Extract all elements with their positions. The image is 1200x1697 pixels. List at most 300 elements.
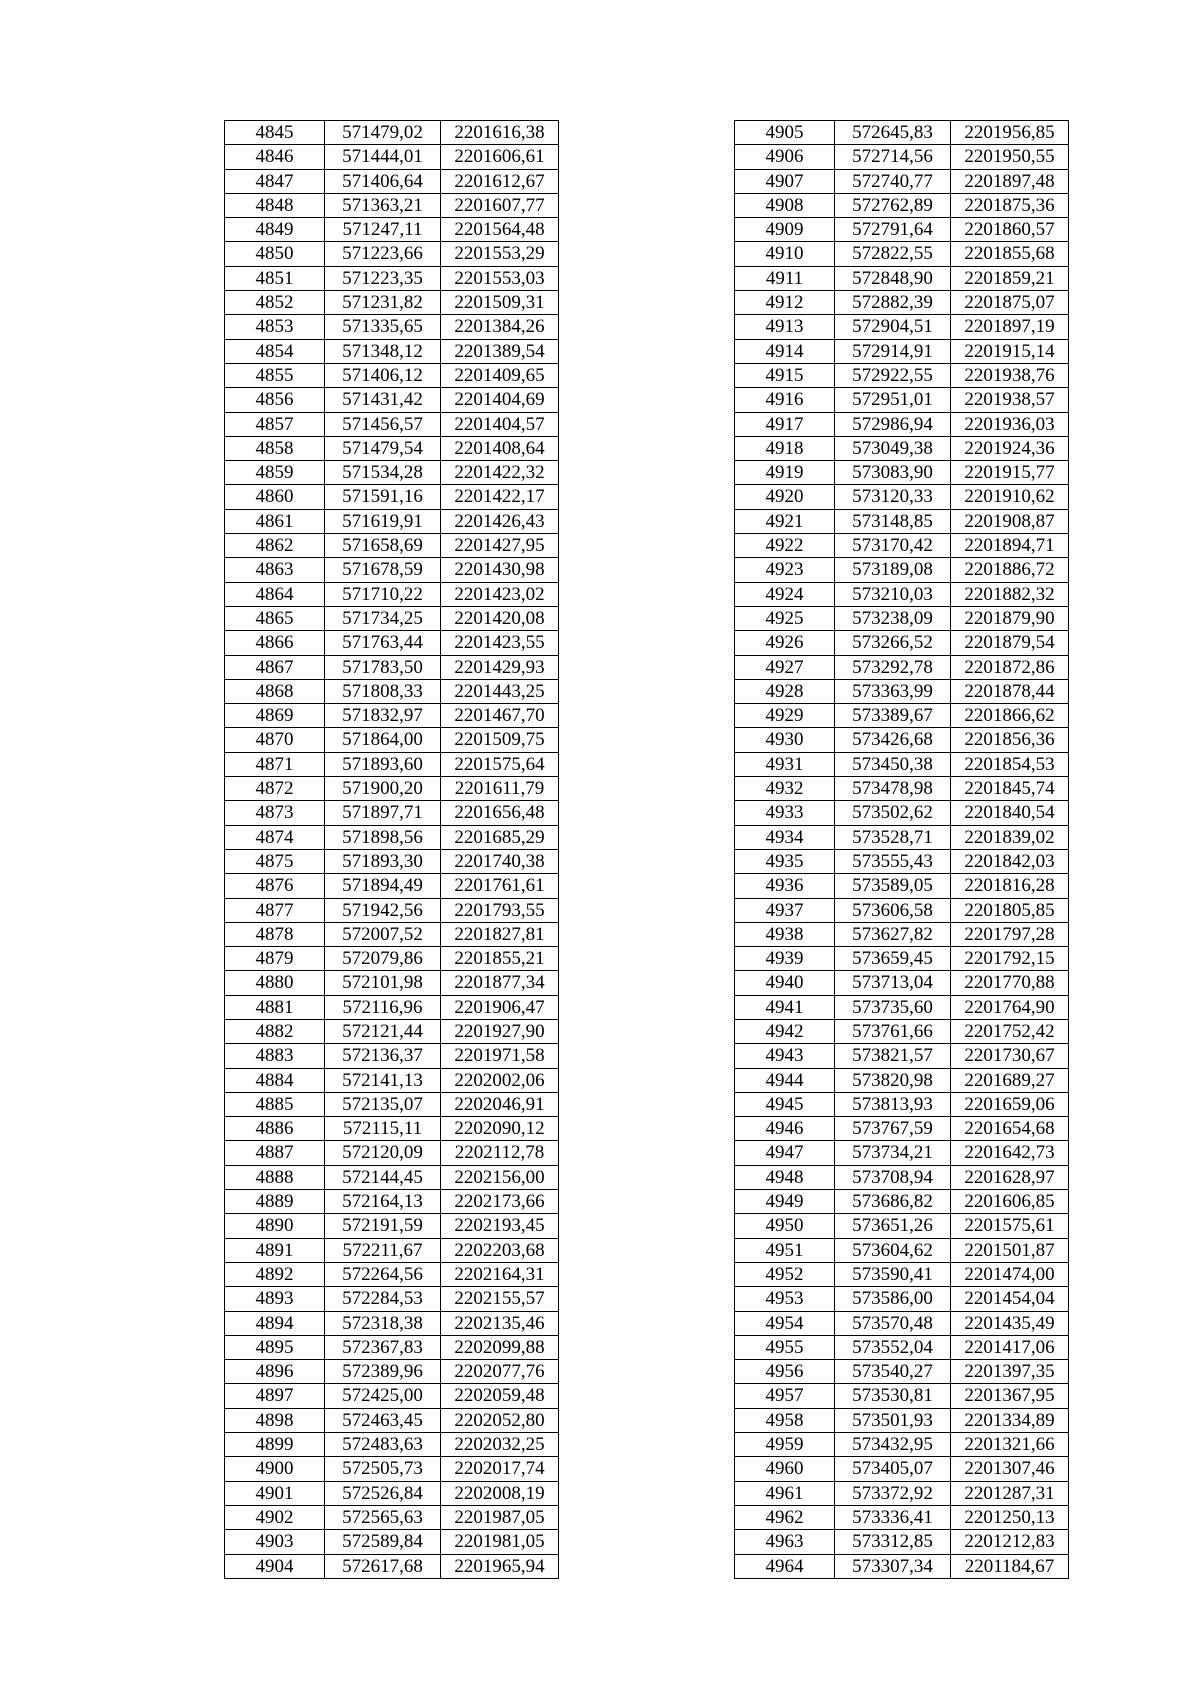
y-coordinate-cell: 2201509,31 — [441, 291, 559, 315]
y-coordinate-cell: 2201612,67 — [441, 169, 559, 193]
table-row — [735, 534, 1069, 558]
table-row — [735, 1287, 1069, 1311]
x-coordinate-cell: 573389,67 — [835, 704, 951, 728]
x-coordinate-cell: 572791,64 — [835, 218, 951, 242]
x-coordinate-cell: 571406,64 — [325, 169, 441, 193]
x-coordinate-cell: 571479,54 — [325, 436, 441, 460]
point-number-cell: 4949 — [735, 1190, 835, 1214]
point-number-cell: 4860 — [225, 485, 325, 509]
table-row — [735, 1019, 1069, 1043]
x-coordinate-cell: 573478,98 — [835, 777, 951, 801]
table-row — [735, 606, 1069, 630]
y-coordinate-cell: 2201764,90 — [951, 995, 1069, 1019]
point-number-cell: 4866 — [225, 631, 325, 655]
y-coordinate-cell: 2202059,48 — [441, 1384, 559, 1408]
y-coordinate-cell: 2201924,36 — [951, 436, 1069, 460]
x-coordinate-cell: 572389,96 — [325, 1360, 441, 1384]
y-coordinate-cell: 2201454,04 — [951, 1287, 1069, 1311]
point-number-cell: 4845 — [225, 121, 325, 145]
y-coordinate-cell: 2201875,36 — [951, 193, 1069, 217]
table-row — [225, 1433, 559, 1457]
point-number-cell: 4907 — [735, 169, 835, 193]
table-row — [225, 291, 559, 315]
table-row — [735, 777, 1069, 801]
y-coordinate-cell: 2201897,19 — [951, 315, 1069, 339]
x-coordinate-cell: 571942,56 — [325, 898, 441, 922]
table-row — [225, 582, 559, 606]
table-row — [735, 631, 1069, 655]
y-coordinate-cell: 2202032,25 — [441, 1433, 559, 1457]
point-number-cell: 4852 — [225, 291, 325, 315]
x-coordinate-cell: 573336,41 — [835, 1505, 951, 1529]
x-coordinate-cell: 571893,30 — [325, 849, 441, 873]
y-coordinate-cell: 2201184,67 — [951, 1554, 1069, 1578]
point-number-cell: 4916 — [735, 388, 835, 412]
point-number-cell: 4882 — [225, 1019, 325, 1043]
y-coordinate-cell: 2201910,62 — [951, 485, 1069, 509]
table-row — [225, 1068, 559, 1092]
point-number-cell: 4872 — [225, 777, 325, 801]
point-number-cell: 4957 — [735, 1384, 835, 1408]
point-number-cell: 4947 — [735, 1141, 835, 1165]
x-coordinate-cell: 573659,45 — [835, 947, 951, 971]
y-coordinate-cell: 2201915,77 — [951, 461, 1069, 485]
point-number-cell: 4936 — [735, 874, 835, 898]
x-coordinate-cell: 571678,59 — [325, 558, 441, 582]
y-coordinate-cell: 2201423,02 — [441, 582, 559, 606]
x-coordinate-cell: 573170,42 — [835, 534, 951, 558]
table-row — [225, 947, 559, 971]
table-row — [225, 1335, 559, 1359]
x-coordinate-cell: 573821,57 — [835, 1044, 951, 1068]
x-coordinate-cell: 572191,59 — [325, 1214, 441, 1238]
table-row — [735, 412, 1069, 436]
y-coordinate-cell: 2201553,29 — [441, 242, 559, 266]
point-number-cell: 4940 — [735, 971, 835, 995]
x-coordinate-cell: 571710,22 — [325, 582, 441, 606]
table-row — [735, 947, 1069, 971]
y-coordinate-cell: 2201842,03 — [951, 849, 1069, 873]
table-row — [735, 922, 1069, 946]
y-coordinate-cell: 2201730,67 — [951, 1044, 1069, 1068]
x-coordinate-cell: 573570,48 — [835, 1311, 951, 1335]
table-row — [735, 1505, 1069, 1529]
point-number-cell: 4848 — [225, 193, 325, 217]
y-coordinate-cell: 2201840,54 — [951, 801, 1069, 825]
x-coordinate-cell: 573292,78 — [835, 655, 951, 679]
point-number-cell: 4903 — [225, 1530, 325, 1554]
y-coordinate-cell: 2201429,93 — [441, 655, 559, 679]
point-number-cell: 4900 — [225, 1457, 325, 1481]
x-coordinate-cell: 573590,41 — [835, 1262, 951, 1286]
point-number-cell: 4887 — [225, 1141, 325, 1165]
table-row — [735, 1457, 1069, 1481]
x-coordinate-cell: 573604,62 — [835, 1238, 951, 1262]
table-row — [735, 825, 1069, 849]
y-coordinate-cell: 2201805,85 — [951, 898, 1069, 922]
x-coordinate-cell: 571348,12 — [325, 339, 441, 363]
point-number-cell: 4909 — [735, 218, 835, 242]
point-number-cell: 4923 — [735, 558, 835, 582]
x-coordinate-cell: 571335,65 — [325, 315, 441, 339]
x-coordinate-cell: 573266,52 — [835, 631, 951, 655]
point-number-cell: 4878 — [225, 922, 325, 946]
table-row — [225, 1481, 559, 1505]
x-coordinate-cell: 571893,60 — [325, 752, 441, 776]
y-coordinate-cell: 2201878,44 — [951, 679, 1069, 703]
x-coordinate-cell: 572645,83 — [835, 121, 951, 145]
x-coordinate-cell: 573767,59 — [835, 1117, 951, 1141]
table-row — [735, 1554, 1069, 1578]
y-coordinate-cell: 2201397,35 — [951, 1360, 1069, 1384]
y-coordinate-cell: 2201866,62 — [951, 704, 1069, 728]
y-coordinate-cell: 2201389,54 — [441, 339, 559, 363]
x-coordinate-cell: 571808,33 — [325, 679, 441, 703]
table-row — [735, 363, 1069, 387]
x-coordinate-cell: 573528,71 — [835, 825, 951, 849]
table-row — [735, 1360, 1069, 1384]
x-coordinate-cell: 573083,90 — [835, 461, 951, 485]
table-row — [225, 534, 559, 558]
point-number-cell: 4861 — [225, 509, 325, 533]
y-coordinate-cell: 2202046,91 — [441, 1092, 559, 1116]
point-number-cell: 4921 — [735, 509, 835, 533]
y-coordinate-cell: 2201422,17 — [441, 485, 559, 509]
y-coordinate-cell: 2202017,74 — [441, 1457, 559, 1481]
point-number-cell: 4875 — [225, 849, 325, 873]
y-coordinate-cell: 2201927,90 — [441, 1019, 559, 1043]
point-number-cell: 4889 — [225, 1190, 325, 1214]
x-coordinate-cell: 573426,68 — [835, 728, 951, 752]
table-row — [735, 874, 1069, 898]
y-coordinate-cell: 2201872,86 — [951, 655, 1069, 679]
x-coordinate-cell: 572922,55 — [835, 363, 951, 387]
point-number-cell: 4953 — [735, 1287, 835, 1311]
y-coordinate-cell: 2202077,76 — [441, 1360, 559, 1384]
x-coordinate-cell: 573210,03 — [835, 582, 951, 606]
point-number-cell: 4867 — [225, 655, 325, 679]
point-number-cell: 4864 — [225, 582, 325, 606]
y-coordinate-cell: 2201875,07 — [951, 291, 1069, 315]
x-coordinate-cell: 572116,96 — [325, 995, 441, 1019]
table-row — [225, 1287, 559, 1311]
y-coordinate-cell: 2201553,03 — [441, 266, 559, 290]
x-coordinate-cell: 572164,13 — [325, 1190, 441, 1214]
point-number-cell: 4961 — [735, 1481, 835, 1505]
point-number-cell: 4938 — [735, 922, 835, 946]
x-coordinate-cell: 572951,01 — [835, 388, 951, 412]
y-coordinate-cell: 2201420,08 — [441, 606, 559, 630]
x-coordinate-cell: 573405,07 — [835, 1457, 951, 1481]
table-row — [735, 145, 1069, 169]
y-coordinate-cell: 2201770,88 — [951, 971, 1069, 995]
point-number-cell: 4873 — [225, 801, 325, 825]
table-row — [225, 218, 559, 242]
x-coordinate-cell: 571658,69 — [325, 534, 441, 558]
point-number-cell: 4885 — [225, 1092, 325, 1116]
table-row — [225, 1554, 559, 1578]
y-coordinate-cell: 2201659,06 — [951, 1092, 1069, 1116]
point-number-cell: 4862 — [225, 534, 325, 558]
point-number-cell: 4922 — [735, 534, 835, 558]
point-number-cell: 4855 — [225, 363, 325, 387]
x-coordinate-cell: 573120,33 — [835, 485, 951, 509]
point-number-cell: 4924 — [735, 582, 835, 606]
table-row — [735, 1068, 1069, 1092]
point-number-cell: 4913 — [735, 315, 835, 339]
x-coordinate-cell: 573363,99 — [835, 679, 951, 703]
y-coordinate-cell: 2202135,46 — [441, 1311, 559, 1335]
y-coordinate-cell: 2201971,58 — [441, 1044, 559, 1068]
point-number-cell: 4929 — [735, 704, 835, 728]
point-number-cell: 4879 — [225, 947, 325, 971]
point-number-cell: 4893 — [225, 1287, 325, 1311]
point-number-cell: 4954 — [735, 1311, 835, 1335]
table-row — [225, 1530, 559, 1554]
x-coordinate-cell: 572822,55 — [835, 242, 951, 266]
table-row — [225, 242, 559, 266]
table-row — [735, 266, 1069, 290]
x-coordinate-cell: 573734,21 — [835, 1141, 951, 1165]
point-number-cell: 4939 — [735, 947, 835, 971]
y-coordinate-cell: 2201987,05 — [441, 1505, 559, 1529]
point-number-cell: 4935 — [735, 849, 835, 873]
x-coordinate-cell: 571783,50 — [325, 655, 441, 679]
x-coordinate-cell: 572848,90 — [835, 266, 951, 290]
point-number-cell: 4888 — [225, 1165, 325, 1189]
table-row — [225, 1384, 559, 1408]
y-coordinate-cell: 2201334,89 — [951, 1408, 1069, 1432]
table-row — [735, 679, 1069, 703]
table-row — [735, 1335, 1069, 1359]
point-number-cell: 4930 — [735, 728, 835, 752]
point-number-cell: 4956 — [735, 1360, 835, 1384]
y-coordinate-cell: 2201894,71 — [951, 534, 1069, 558]
x-coordinate-cell: 572284,53 — [325, 1287, 441, 1311]
table-row — [735, 485, 1069, 509]
table-row — [225, 1262, 559, 1286]
point-number-cell: 4932 — [735, 777, 835, 801]
x-coordinate-cell: 572264,56 — [325, 1262, 441, 1286]
table-row — [225, 679, 559, 703]
y-coordinate-cell: 2201689,27 — [951, 1068, 1069, 1092]
table-row — [735, 1433, 1069, 1457]
x-coordinate-cell: 573552,04 — [835, 1335, 951, 1359]
table-row — [225, 193, 559, 217]
x-coordinate-cell: 571231,82 — [325, 291, 441, 315]
x-coordinate-cell: 573713,04 — [835, 971, 951, 995]
y-coordinate-cell: 2201855,21 — [441, 947, 559, 971]
point-number-cell: 4960 — [735, 1457, 835, 1481]
point-number-cell: 4959 — [735, 1433, 835, 1457]
y-coordinate-cell: 2201575,61 — [951, 1214, 1069, 1238]
point-number-cell: 4895 — [225, 1335, 325, 1359]
y-coordinate-cell: 2201423,55 — [441, 631, 559, 655]
y-coordinate-cell: 2201740,38 — [441, 849, 559, 873]
y-coordinate-cell: 2201616,38 — [441, 121, 559, 145]
table-row — [225, 485, 559, 509]
point-number-cell: 4917 — [735, 412, 835, 436]
y-coordinate-cell: 2201792,15 — [951, 947, 1069, 971]
point-number-cell: 4851 — [225, 266, 325, 290]
x-coordinate-cell: 571900,20 — [325, 777, 441, 801]
point-number-cell: 4950 — [735, 1214, 835, 1238]
x-coordinate-cell: 572914,91 — [835, 339, 951, 363]
table-row — [735, 388, 1069, 412]
point-number-cell: 4964 — [735, 1554, 835, 1578]
point-number-cell: 4962 — [735, 1505, 835, 1529]
y-coordinate-cell: 2201611,79 — [441, 777, 559, 801]
x-coordinate-cell: 571897,71 — [325, 801, 441, 825]
table-row — [225, 169, 559, 193]
point-number-cell: 4928 — [735, 679, 835, 703]
point-number-cell: 4877 — [225, 898, 325, 922]
point-number-cell: 4914 — [735, 339, 835, 363]
table-row — [735, 582, 1069, 606]
table-row — [225, 436, 559, 460]
point-number-cell: 4904 — [225, 1554, 325, 1578]
y-coordinate-cell: 2201435,49 — [951, 1311, 1069, 1335]
y-coordinate-cell: 2201606,61 — [441, 145, 559, 169]
point-number-cell: 4945 — [735, 1092, 835, 1116]
table-row — [225, 1117, 559, 1141]
y-coordinate-cell: 2202155,57 — [441, 1287, 559, 1311]
point-number-cell: 4880 — [225, 971, 325, 995]
table-row — [735, 1311, 1069, 1335]
x-coordinate-cell: 572120,09 — [325, 1141, 441, 1165]
point-number-cell: 4933 — [735, 801, 835, 825]
y-coordinate-cell: 2201879,90 — [951, 606, 1069, 630]
y-coordinate-cell: 2201287,31 — [951, 1481, 1069, 1505]
y-coordinate-cell: 2201422,32 — [441, 461, 559, 485]
point-number-cell: 4854 — [225, 339, 325, 363]
point-number-cell: 4859 — [225, 461, 325, 485]
x-coordinate-cell: 573148,85 — [835, 509, 951, 533]
y-coordinate-cell: 2201938,57 — [951, 388, 1069, 412]
point-number-cell: 4927 — [735, 655, 835, 679]
table-row — [735, 801, 1069, 825]
table-row — [735, 1408, 1069, 1432]
x-coordinate-cell: 572463,45 — [325, 1408, 441, 1432]
point-number-cell: 4951 — [735, 1238, 835, 1262]
y-coordinate-cell: 2201408,64 — [441, 436, 559, 460]
table-row — [735, 995, 1069, 1019]
table-row — [735, 1092, 1069, 1116]
y-coordinate-cell: 2202099,88 — [441, 1335, 559, 1359]
y-coordinate-cell: 2201474,00 — [951, 1262, 1069, 1286]
y-coordinate-cell: 2201882,32 — [951, 582, 1069, 606]
y-coordinate-cell: 2201906,47 — [441, 995, 559, 1019]
table-row — [225, 825, 559, 849]
y-coordinate-cell: 2201938,76 — [951, 363, 1069, 387]
table-row — [735, 1141, 1069, 1165]
point-number-cell: 4906 — [735, 145, 835, 169]
y-coordinate-cell: 2201321,66 — [951, 1433, 1069, 1457]
table-row — [225, 849, 559, 873]
point-number-cell: 4896 — [225, 1360, 325, 1384]
x-coordinate-cell: 572425,00 — [325, 1384, 441, 1408]
point-number-cell: 4865 — [225, 606, 325, 630]
x-coordinate-cell: 573501,93 — [835, 1408, 951, 1432]
y-coordinate-cell: 2201501,87 — [951, 1238, 1069, 1262]
point-number-cell: 4846 — [225, 145, 325, 169]
coordinates-table-right-body — [735, 121, 1069, 1579]
table-row — [225, 631, 559, 655]
y-coordinate-cell: 2201797,28 — [951, 922, 1069, 946]
x-coordinate-cell: 573450,38 — [835, 752, 951, 776]
point-number-cell: 4955 — [735, 1335, 835, 1359]
x-coordinate-cell: 571479,02 — [325, 121, 441, 145]
x-coordinate-cell: 573586,00 — [835, 1287, 951, 1311]
table-row — [225, 874, 559, 898]
point-number-cell: 4858 — [225, 436, 325, 460]
x-coordinate-cell: 571534,28 — [325, 461, 441, 485]
x-coordinate-cell: 571734,25 — [325, 606, 441, 630]
coordinates-table-right — [734, 120, 1069, 1579]
x-coordinate-cell: 573238,09 — [835, 606, 951, 630]
table-row — [735, 509, 1069, 533]
y-coordinate-cell: 2201965,94 — [441, 1554, 559, 1578]
x-coordinate-cell: 572505,73 — [325, 1457, 441, 1481]
x-coordinate-cell: 573606,58 — [835, 898, 951, 922]
table-row — [735, 1190, 1069, 1214]
table-row — [225, 558, 559, 582]
point-number-cell: 4926 — [735, 631, 835, 655]
point-number-cell: 4958 — [735, 1408, 835, 1432]
point-number-cell: 4847 — [225, 169, 325, 193]
y-coordinate-cell: 2201575,64 — [441, 752, 559, 776]
point-number-cell: 4905 — [735, 121, 835, 145]
point-number-cell: 4876 — [225, 874, 325, 898]
table-row — [225, 363, 559, 387]
point-number-cell: 4892 — [225, 1262, 325, 1286]
table-row — [225, 315, 559, 339]
table-row — [225, 1311, 559, 1335]
point-number-cell: 4857 — [225, 412, 325, 436]
x-coordinate-cell: 572986,94 — [835, 412, 951, 436]
table-row — [735, 339, 1069, 363]
y-coordinate-cell: 2201384,26 — [441, 315, 559, 339]
x-coordinate-cell: 571223,35 — [325, 266, 441, 290]
y-coordinate-cell: 2201409,65 — [441, 363, 559, 387]
x-coordinate-cell: 572318,38 — [325, 1311, 441, 1335]
x-coordinate-cell: 572740,77 — [835, 169, 951, 193]
table-row — [225, 339, 559, 363]
y-coordinate-cell: 2201816,28 — [951, 874, 1069, 898]
table-row — [735, 1481, 1069, 1505]
y-coordinate-cell: 2201859,21 — [951, 266, 1069, 290]
x-coordinate-cell: 573049,38 — [835, 436, 951, 460]
point-number-cell: 4902 — [225, 1505, 325, 1529]
table-row — [225, 1019, 559, 1043]
table-row — [735, 1238, 1069, 1262]
y-coordinate-cell: 2201856,36 — [951, 728, 1069, 752]
y-coordinate-cell: 2202203,68 — [441, 1238, 559, 1262]
y-coordinate-cell: 2201860,57 — [951, 218, 1069, 242]
y-coordinate-cell: 2201897,48 — [951, 169, 1069, 193]
x-coordinate-cell: 572617,68 — [325, 1554, 441, 1578]
point-number-cell: 4856 — [225, 388, 325, 412]
x-coordinate-cell: 573686,82 — [835, 1190, 951, 1214]
y-coordinate-cell: 2201656,48 — [441, 801, 559, 825]
y-coordinate-cell: 2202193,45 — [441, 1214, 559, 1238]
x-coordinate-cell: 571763,44 — [325, 631, 441, 655]
y-coordinate-cell: 2201761,61 — [441, 874, 559, 898]
table-row — [225, 606, 559, 630]
x-coordinate-cell: 572589,84 — [325, 1530, 441, 1554]
table-row — [735, 315, 1069, 339]
y-coordinate-cell: 2202002,06 — [441, 1068, 559, 1092]
